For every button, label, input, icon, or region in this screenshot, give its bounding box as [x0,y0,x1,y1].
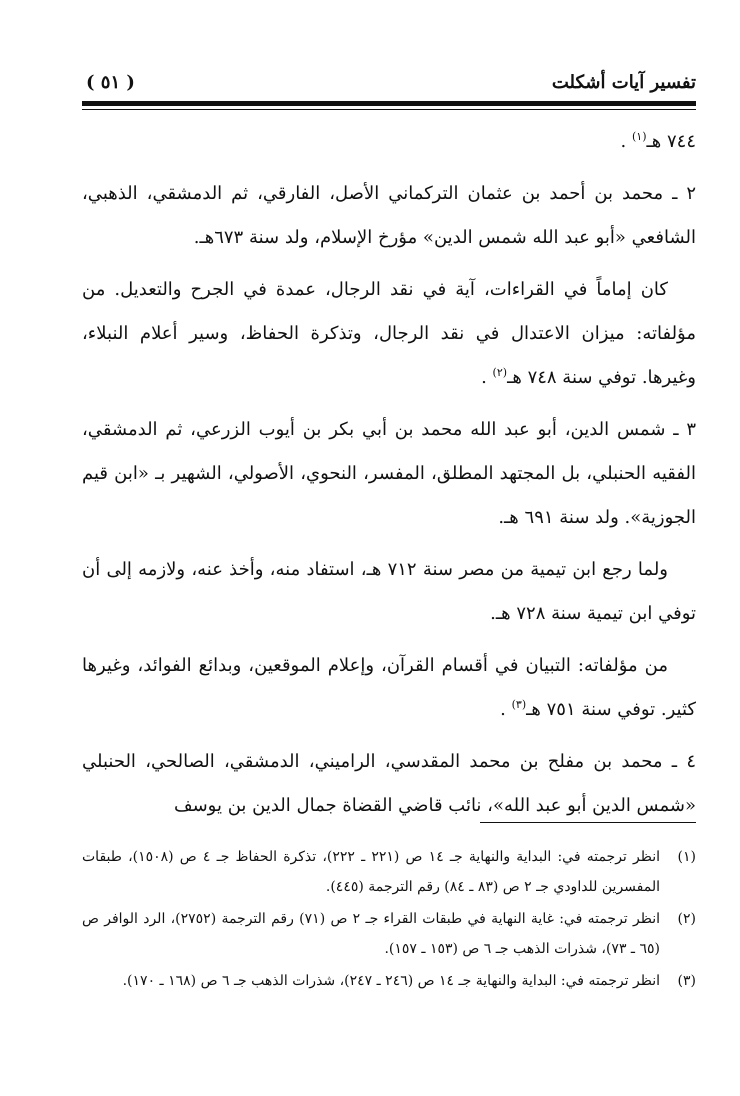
footnote-text: انظر ترجمته في: غاية النهاية في طبقات القراء جـ ٢ ص (٧١) رقم الترجمة (٢٧٥٢)، الرد الوافر ص (٦٥ ـ ٧٣)، شذرات الذهب جـ ٦ ص (١٥٣ ـ ١٥٧). [82,911,660,957]
book-title: تفسير آيات أشكلت [551,72,696,93]
header-rule-thin [82,109,696,110]
footnote-text: انظر ترجمته في: البداية والنهاية جـ ١٤ ص (٢٤٦ ـ ٢٤٧)، شذرات الذهب جـ ٦ ص (١٦٨ ـ ١٧٠). [122,973,660,989]
body-text [82,120,696,836]
page-number: ( ٥١ ) [86,72,135,93]
paragraph: من مؤلفاته: التبيان في أقسام القرآن، وإعلام الموقعين، وبدائع الفوائد، وغيرها كثير. توفي سنة ٧٥١ هـ$^{(٣)}$ . [82,655,696,720]
footnote-number: (٣) [677,973,696,989]
header-rule-thick [82,101,696,106]
footnote-number: (٢) [677,911,696,927]
footnote-number: (١) [677,849,696,865]
paragraph: ولما رجع ابن تيمية من مصر سنة ٧١٢ هـ، استفاد منه، وأخذ عنه، ولازمه إلى أن توفي ابن تيمية سنة ٧٢٨ هـ. [82,559,696,624]
footnotes [82,842,696,998]
footnote [82,966,696,996]
footnote [82,904,696,964]
footnote [82,842,696,902]
paragraph: كان إماماً في القراءات، آية في نقد الرجال، عمدة في الجرح والتعديل. من مؤلفاته: ميزان الاعتدال في نقد الرجال، وتذكرة الحفاظ، وسير أعلام النبلاء، وغيرها. توفي سنة ٧٤٨ هـ$^{(٢)}$ . [82,279,696,388]
footnote-text: انظر ترجمته في: البداية والنهاية جـ ١٤ ص (٢٢١ ـ ٢٢٢)، تذكرة الحفاظ جـ ٤ ص (١٥٠٨)، طبقات المفسرين للداودي جـ ٢ ص (٨٣ ـ ٨٤) رقم الترجمة (٤٤٥). [82,849,660,895]
biography-entry-3: ٣ ـ شمس الدين، أبو عبد الله محمد بن أبي بكر بن أيوب الزرعي، ثم الدمشقي، الفقيه الحنبلي، بل المجتهد المطلق، المفسر، النحوي، الأصولي، الشهير بـ «ابن قيم الجوزية». ولد سنة ٦٩١ هـ. [82,419,696,528]
footnote-ref-3[interactable]: (٣) [511,698,527,711]
footnote-ref-2[interactable]: (٢) [492,366,508,379]
running-header [82,70,696,98]
footnote-separator [480,822,696,823]
biography-entry-2: ٢ ـ محمد بن أحمد بن عثمان التركماني الأصل، الفارقي، ثم الدمشقي، الذهبي، الشافعي «أبو عبد الله شمس الدين» مؤرخ الإسلام، ولد سنة ٦٧٣هـ. [82,183,696,248]
biography-entry-4: ٤ ـ محمد بن مفلح بن محمد المقدسي، الراميني، الدمشقي، الصالحي، الحنبلي «شمس الدين أبو عبد الله»، نائب قاضي القضاة جمال الدين بن يوسف [82,751,696,816]
footnote-ref-1[interactable]: (١) [631,130,647,143]
paragraph-continuation: ٧٤٤ هـ$^{(١)}$ . [620,130,696,152]
